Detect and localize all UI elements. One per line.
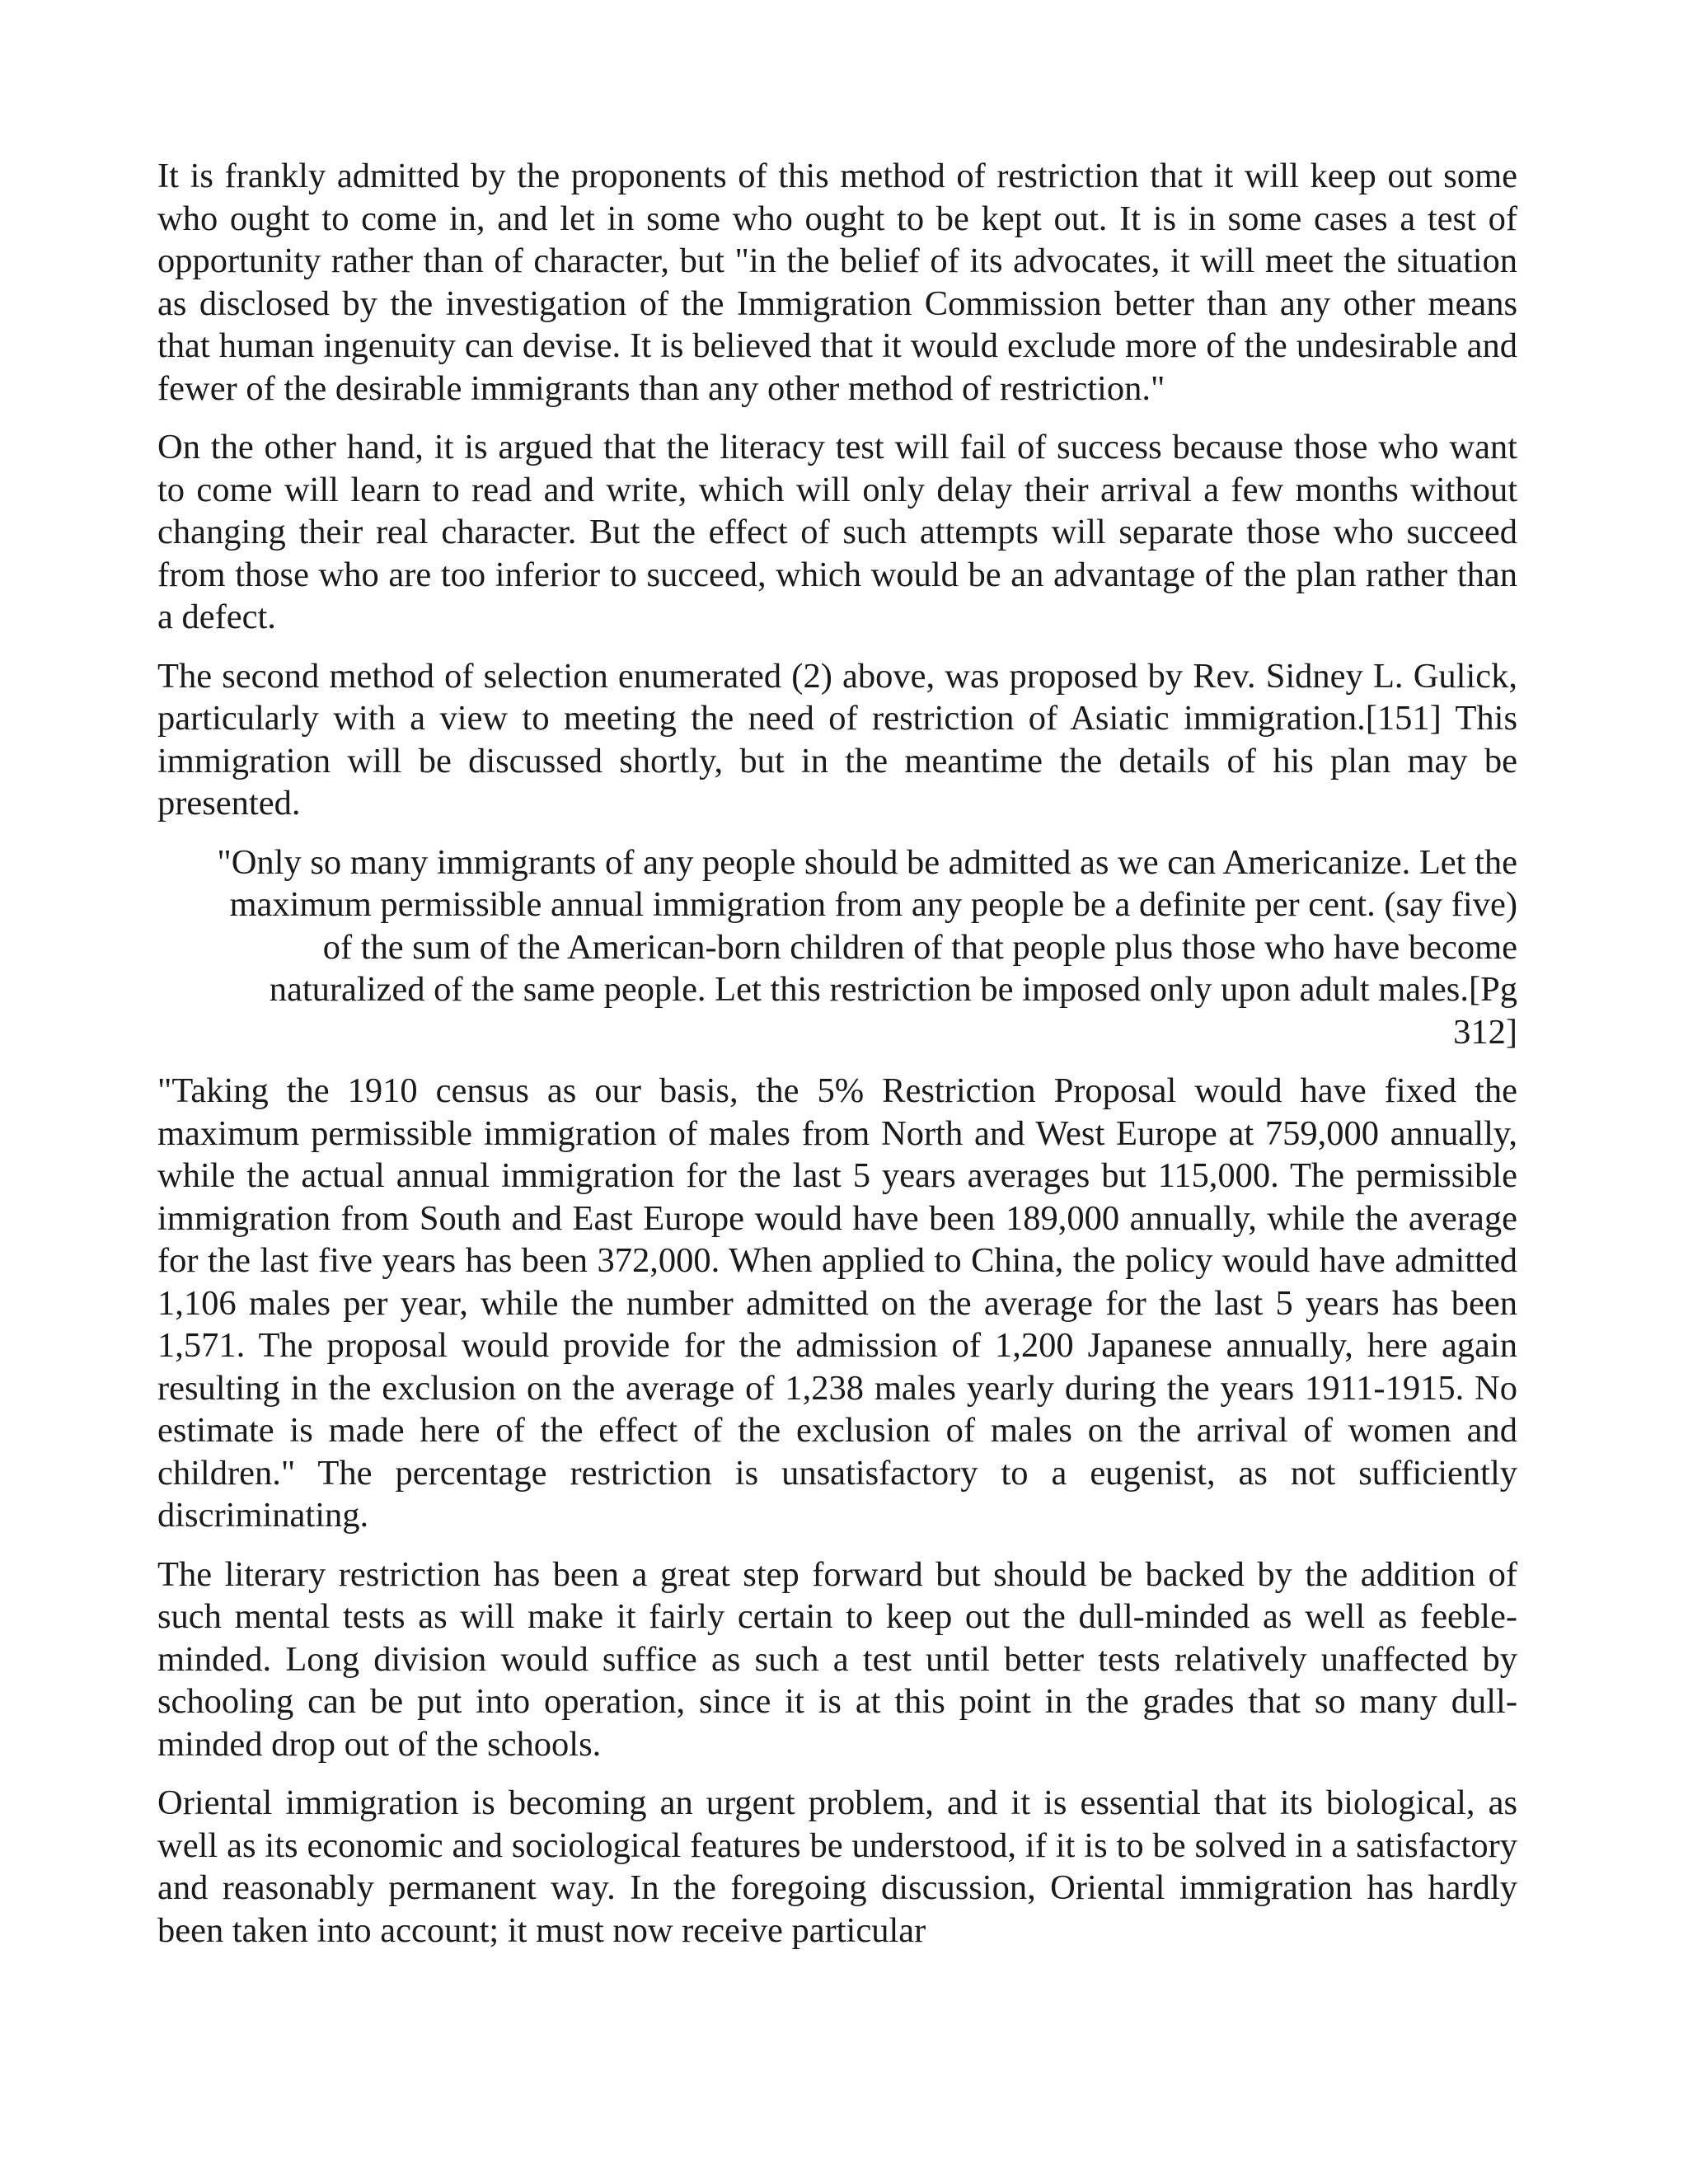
paragraph-mental-tests: The literary restriction has been a great step forward but should be backed by the addition of such mental tests as will make it fairly certain to keep out the dull-minded as well as feeble-minded. Long division would suffice as such a test until better tests relatively unaffected by schooling can be put into operation, since it is at this point in the grades that so many dull-minded drop out of the schools. <box>157 1554 1517 1764</box>
paragraph-counter-argument: On the other hand, it is argued that the literacy test will fail of success because those who want to come will learn to read and write, which will only delay their arrival a few months without changing their real character. But the effect of such attempts will separate those who succeed from those who are too inferior to succeed, which would be an advantage of the plan rather than a defect. <box>157 428 1517 636</box>
document-page <box>157 155 1517 1968</box>
paragraph-oriental-immigration: Oriental immigration is becoming an urgent problem, and it is essential that its biological, as well as its economic and sociological features be understood, if it is to be solved in a satisfactory and reasonably permanent way. In the foregoing discussion, Oriental immigration has hardly been taken into account; it must now receive particular <box>157 1783 1517 1950</box>
paragraph-literacy-admission: It is frankly admitted by the proponents of this method of restriction that it will keep out some who ought to come in, and let in some who ought to be kept out. It is in some cases a test of opportunity rather than of character, but "in the belief of its advocates, it will meet the situation as disclosed by the investigation of the Immigration Commission better than any other means that human ingenuity can devise. It is believed that it would exclude more of the undesirable and fewer of the desirable immigrants than any other method of restriction." <box>157 157 1517 408</box>
paragraph-census-figures: "Taking the 1910 census as our basis, the 5% Restriction Proposal would have fixed the maximum permissible immigration of males from North and West Europe at 759,000 annually, while the actual annual immigration for the last 5 years averages but 115,000. The permissible immigration from South and East Europe would have been 189,000 annually, while the average for the last five years has been 372,000. When applied to China, the policy would have admitted 1,106 males per year, while the number admitted on the average for the last 5 years has been 1,571. The proposal would provide for the admission of 1,200 Japanese annually, here again resulting in the exclusion on the average of 1,238 males yearly during the years 1911-1915. No estimate is made here of the effect of the exclusion of males on the arrival of women and children." The percentage restriction is unsatisfactory to a eugenist, as not sufficiently discriminating. <box>157 1071 1517 1535</box>
block-quote-gulick-plan: "Only so many immigrants of any people should be admitted as we can Americanize. Let the maximum permissible annual immigration from any people be a definite per cent. (say five) of the sum of the American-born children of that people plus those who have become naturalized of the same people. Let this restriction be imposed only upon adult males.[Pg 312] <box>217 842 1517 1052</box>
paragraph-gulick-method: The second method of selection enumerated (2) above, was proposed by Rev. Sidney L. Gulick, particularly with a view to meeting the need of restriction of Asiatic immigration.[151] This immigration will be discussed shortly, but in the meantime the details of his plan may be presented. <box>157 656 1517 823</box>
